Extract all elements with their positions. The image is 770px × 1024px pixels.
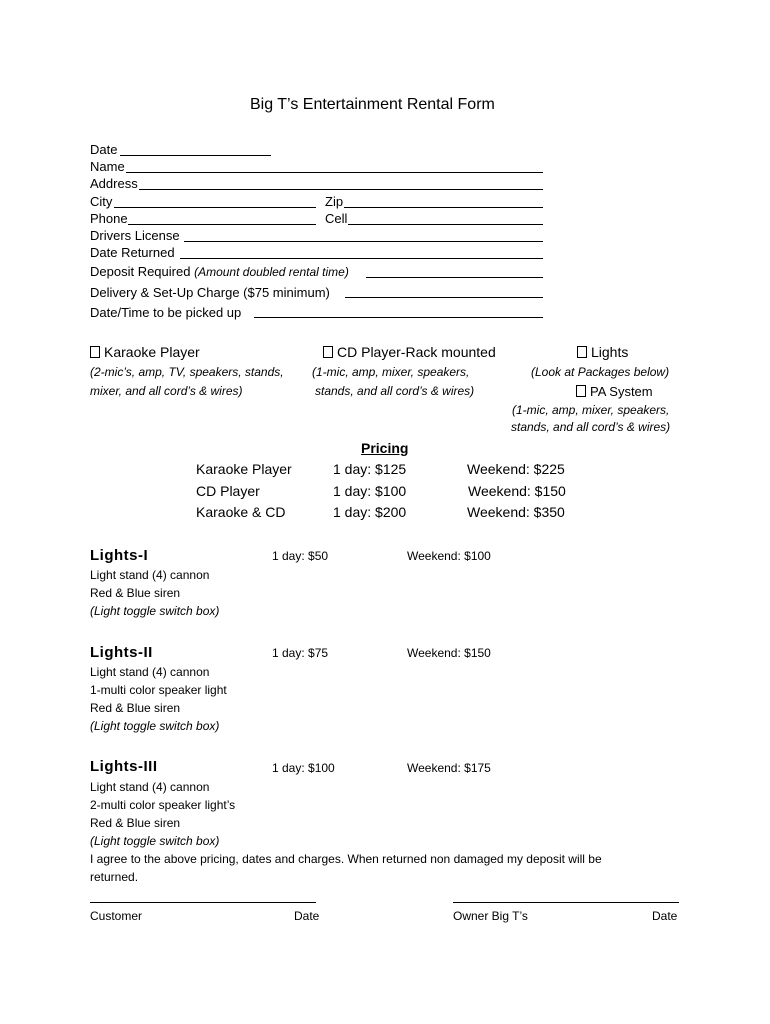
- lights-package-day: 1 day: $75: [272, 646, 329, 660]
- karaoke-desc-2: mixer, and all cord’s & wires): [90, 384, 243, 398]
- karaoke-label: Karaoke Player: [104, 344, 200, 360]
- lights-package-weekend: Weekend: $100: [407, 549, 491, 563]
- pa-checkbox[interactable]: [576, 385, 586, 397]
- lights-checkbox[interactable]: [577, 346, 587, 358]
- option-pa[interactable]: [576, 384, 653, 399]
- deposit-label-text: Deposit Required: [90, 264, 191, 279]
- lights-package-day: 1 day: $100: [272, 761, 335, 775]
- cd-label: CD Player-Rack mounted: [337, 344, 496, 360]
- cd-desc-1: (1-mic, amp, mixer, speakers,: [312, 365, 470, 379]
- lights-package-line: Red & Blue siren: [90, 816, 181, 830]
- lights-package-line: Light stand (4) cannon: [90, 568, 210, 582]
- lights-package-day: 1 day: $50: [272, 549, 329, 563]
- name-field[interactable]: [126, 172, 543, 173]
- lights-desc: (Look at Packages below): [531, 365, 670, 379]
- cd-checkbox[interactable]: [323, 346, 333, 358]
- zip-label: Zip: [325, 194, 344, 209]
- drivers-license-field[interactable]: [184, 241, 543, 242]
- pricing-item: CD Player: [196, 483, 260, 499]
- deposit-label: [90, 264, 349, 279]
- lights-package-line: Red & Blue siren: [90, 586, 181, 600]
- owner-date-label: Date: [652, 909, 678, 923]
- option-karaoke[interactable]: [90, 344, 200, 360]
- date-field[interactable]: [120, 155, 271, 156]
- lights-package-name: Lights-I: [90, 547, 149, 564]
- delivery-field[interactable]: [345, 297, 543, 298]
- zip-field[interactable]: [344, 207, 543, 208]
- owner-signature-line[interactable]: [453, 902, 679, 903]
- lights-label: Lights: [591, 344, 629, 360]
- lights-package-line: Light stand (4) cannon: [90, 665, 210, 679]
- lights-package-name: Lights-III: [90, 758, 158, 775]
- pricing-heading: Pricing: [361, 440, 409, 456]
- pricing-day: 1 day: $125: [333, 461, 407, 477]
- deposit-field[interactable]: [366, 277, 543, 278]
- pa-desc-2: stands, and all cord’s & wires): [511, 420, 671, 434]
- delivery-label: Delivery & Set-Up Charge ($75 minimum): [90, 285, 330, 300]
- phone-field[interactable]: [128, 224, 316, 225]
- customer-signature-line[interactable]: [90, 902, 316, 903]
- phone-label: Phone: [90, 211, 128, 226]
- date-label: Date: [90, 142, 118, 157]
- customer-date-label: Date: [294, 909, 320, 923]
- date-returned-label: Date Returned: [90, 245, 175, 260]
- option-cd[interactable]: [323, 344, 496, 360]
- address-field[interactable]: [139, 189, 543, 190]
- option-lights[interactable]: [577, 344, 628, 360]
- karaoke-desc-1: (2-mic’s, amp, TV, speakers, stands,: [90, 365, 284, 379]
- pricing-weekend: Weekend: $150: [468, 483, 566, 499]
- pricing-weekend: Weekend: $350: [467, 504, 565, 520]
- lights-package-note: (Light toggle switch box): [90, 719, 220, 733]
- cell-label: Cell: [325, 211, 348, 226]
- page-title: Big T’s Entertainment Rental Form: [250, 96, 495, 113]
- city-label: City: [90, 194, 113, 209]
- lights-package-line: Red & Blue siren: [90, 701, 181, 715]
- address-label: Address: [90, 176, 138, 191]
- pricing-item: Karaoke & CD: [196, 504, 286, 520]
- drivers-license-label: Drivers License: [90, 228, 180, 243]
- customer-label: Customer: [90, 909, 143, 923]
- agreement-line-1: I agree to the above pricing, dates and charges. When returned non damaged my deposit will be: [90, 852, 602, 866]
- lights-package-line: 2-multi color speaker light’s: [90, 798, 236, 812]
- agreement-line-2: returned.: [90, 870, 139, 884]
- pricing-weekend: Weekend: $225: [467, 461, 565, 477]
- deposit-note: (Amount doubled rental time): [194, 265, 349, 279]
- lights-package-note: (Light toggle switch box): [90, 604, 220, 618]
- lights-package-name: Lights-II: [90, 644, 153, 661]
- pa-desc-1: (1-mic, amp, mixer, speakers,: [512, 403, 670, 417]
- cd-desc-2: stands, and all cord’s & wires): [315, 384, 475, 398]
- lights-package-note: (Light toggle switch box): [90, 834, 220, 848]
- lights-package-weekend: Weekend: $150: [407, 646, 491, 660]
- pricing-day: 1 day: $100: [333, 483, 407, 499]
- lights-package-line: Light stand (4) cannon: [90, 780, 210, 794]
- pricing-day: 1 day: $200: [333, 504, 407, 520]
- pickup-label: Date/Time to be picked up: [90, 305, 242, 320]
- name-label: Name: [90, 159, 125, 174]
- pickup-field[interactable]: [254, 317, 543, 318]
- owner-label: Owner Big T’s: [453, 909, 528, 923]
- cell-field[interactable]: [348, 224, 543, 225]
- date-returned-field[interactable]: [180, 258, 543, 259]
- city-field[interactable]: [114, 207, 316, 208]
- lights-package-line: 1-multi color speaker light: [90, 683, 227, 697]
- karaoke-checkbox[interactable]: [90, 346, 100, 358]
- pa-label: PA System: [590, 384, 653, 399]
- pricing-item: Karaoke Player: [196, 461, 292, 477]
- lights-package-weekend: Weekend: $175: [407, 761, 491, 775]
